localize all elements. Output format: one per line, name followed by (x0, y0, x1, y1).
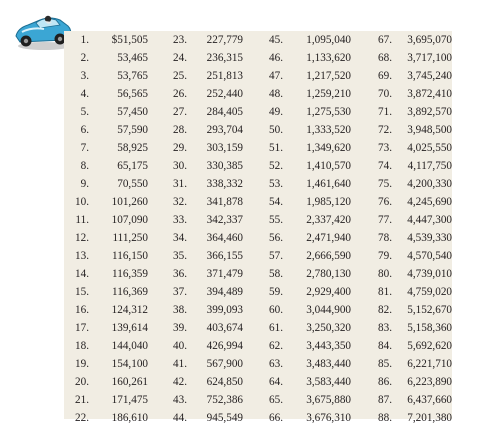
rank-number: 50. (269, 124, 283, 137)
value-cell: 57,450 (117, 106, 148, 119)
value-cell: 1,461,640 (306, 178, 351, 191)
value-cell: 426,994 (206, 340, 243, 353)
rank-number: 53. (269, 178, 283, 191)
rank-number: 26. (173, 88, 187, 101)
table-row (64, 284, 452, 302)
rank-number: 32. (173, 196, 187, 209)
value-cell: 4,245,690 (407, 196, 452, 209)
value-cell: 341,878 (206, 196, 243, 209)
ranked-values-table (64, 32, 452, 428)
rank-number: 30. (173, 160, 187, 173)
rank-number: 23. (173, 34, 187, 47)
rank-number: 79. (378, 250, 392, 263)
rank-number: 29. (173, 142, 187, 155)
value-cell: 107,090 (111, 214, 148, 227)
rank-number: 34. (173, 232, 187, 245)
value-cell: 399,093 (206, 304, 243, 317)
value-cell: 3,695,070 (407, 34, 452, 47)
rank-number: 54. (269, 196, 283, 209)
value-cell: 3,745,240 (407, 70, 452, 83)
value-cell: 1,095,040 (306, 34, 351, 47)
value-cell: 5,692,620 (407, 340, 452, 353)
value-cell: 2,337,420 (306, 214, 351, 227)
rank-number: 48. (269, 88, 283, 101)
value-cell: 567,900 (206, 358, 243, 371)
value-cell: 57,590 (117, 124, 148, 137)
table-row (64, 320, 452, 338)
value-cell: 101,260 (111, 196, 148, 209)
value-cell: 3,443,350 (306, 340, 351, 353)
rank-number: 59. (269, 286, 283, 299)
value-cell: 3,483,440 (306, 358, 351, 371)
table-row (64, 356, 452, 374)
value-cell: 5,152,670 (407, 304, 452, 317)
rank-number: 64. (269, 376, 283, 389)
rank-number: 42. (173, 376, 187, 389)
table-row (64, 68, 452, 86)
rank-number: 18. (75, 340, 89, 353)
rank-number: 72. (378, 124, 392, 137)
rank-number: 15. (75, 286, 89, 299)
value-cell: 7,201,380 (407, 412, 452, 425)
rank-number: 55. (269, 214, 283, 227)
value-cell: 3,872,410 (407, 88, 452, 101)
value-cell: 371,479 (206, 268, 243, 281)
rank-number: 4. (80, 88, 89, 101)
value-cell: 5,158,360 (407, 322, 452, 335)
value-cell: 4,539,330 (407, 232, 452, 245)
value-cell: 330,385 (206, 160, 243, 173)
value-cell: 945,549 (206, 412, 243, 425)
value-cell: 154,100 (111, 358, 148, 371)
value-cell: 2,780,130 (306, 268, 351, 281)
rank-number: 51. (269, 142, 283, 155)
value-cell: 160,261 (111, 376, 148, 389)
table-row (64, 86, 452, 104)
value-cell: 3,948,500 (407, 124, 452, 137)
rank-number: 22. (75, 412, 89, 425)
rank-number: 74. (378, 160, 392, 173)
table-row (64, 32, 452, 50)
rank-number: 86. (378, 376, 392, 389)
value-cell: 4,117,750 (407, 160, 452, 173)
value-cell: 1,133,620 (306, 52, 351, 65)
value-cell: 752,386 (206, 394, 243, 407)
rank-number: 12. (75, 232, 89, 245)
rank-number: 76. (378, 196, 392, 209)
rank-number: 43. (173, 394, 187, 407)
value-cell: 70,550 (117, 178, 148, 191)
rank-number: 13. (75, 250, 89, 263)
value-cell: 1,410,570 (306, 160, 351, 173)
rank-number: 63. (269, 358, 283, 371)
rank-number: 67. (378, 34, 392, 47)
value-cell: 251,813 (206, 70, 243, 83)
value-cell: 4,759,020 (407, 286, 452, 299)
rank-number: 57. (269, 250, 283, 263)
rank-number: 41. (173, 358, 187, 371)
rank-number: 61. (269, 322, 283, 335)
rank-number: 45. (269, 34, 283, 47)
table-row (64, 248, 452, 266)
rank-number: 80. (378, 268, 392, 281)
table-row (64, 338, 452, 356)
value-cell: 1,333,520 (306, 124, 351, 137)
value-cell: 3,044,900 (306, 304, 351, 317)
rank-number: 3. (80, 70, 89, 83)
rank-number: 6. (80, 124, 89, 137)
rank-number: 16. (75, 304, 89, 317)
rank-number: 7. (80, 142, 89, 155)
rank-number: 11. (75, 214, 89, 227)
rank-number: 1. (80, 34, 89, 47)
value-cell: 338,332 (206, 178, 243, 191)
rank-number: 69. (378, 70, 392, 83)
rank-number: 17. (75, 322, 89, 335)
table-row (64, 302, 452, 320)
value-cell: 1,985,120 (306, 196, 351, 209)
table-row (64, 140, 452, 158)
value-cell: 252,440 (206, 88, 243, 101)
rank-number: 66. (269, 412, 283, 425)
value-cell: 6,223,890 (407, 376, 452, 389)
rank-number: 68. (378, 52, 392, 65)
table-row (64, 266, 452, 284)
rank-number: 19. (75, 358, 89, 371)
table-row (64, 158, 452, 176)
value-cell: 53,765 (117, 70, 148, 83)
rank-number: 46. (269, 52, 283, 65)
rank-number: 52. (269, 160, 283, 173)
rank-number: 85. (378, 358, 392, 371)
value-cell: 186,610 (111, 412, 148, 425)
value-cell: 394,489 (206, 286, 243, 299)
rank-number: 28. (173, 124, 187, 137)
value-cell: 3,717,100 (407, 52, 452, 65)
rank-number: 33. (173, 214, 187, 227)
rank-number: 5. (80, 106, 89, 119)
table-row (64, 122, 452, 140)
value-cell: 116,369 (112, 286, 148, 299)
rank-number: 38. (173, 304, 187, 317)
rank-number: 65. (269, 394, 283, 407)
rank-number: 75. (378, 178, 392, 191)
rank-number: 78. (378, 232, 392, 245)
value-cell: 364,460 (206, 232, 243, 245)
rank-number: 21. (75, 394, 89, 407)
value-cell: 116,150 (112, 250, 148, 263)
rank-number: 87. (378, 394, 392, 407)
value-cell: 3,892,570 (407, 106, 452, 119)
rank-number: 35. (173, 250, 187, 263)
rank-number: 25. (173, 70, 187, 83)
value-cell: 6,437,660 (407, 394, 452, 407)
value-cell: 111,250 (112, 232, 148, 245)
value-cell: 3,250,320 (306, 322, 351, 335)
rank-number: 39. (173, 322, 187, 335)
value-cell: 3,675,880 (306, 394, 351, 407)
value-cell: 65,175 (117, 160, 148, 173)
rank-number: 9. (80, 178, 89, 191)
rank-number: 73. (378, 142, 392, 155)
table-row (64, 392, 452, 410)
table-row (64, 176, 452, 194)
rank-number: 84. (378, 340, 392, 353)
rank-number: 40. (173, 340, 187, 353)
value-cell: 4,739,010 (407, 268, 452, 281)
rank-number: 56. (269, 232, 283, 245)
rank-number: 82. (378, 304, 392, 317)
value-cell: 6,221,710 (407, 358, 452, 371)
rank-number: 60. (269, 304, 283, 317)
rank-number: 36. (173, 268, 187, 281)
value-cell: 1,349,620 (306, 142, 351, 155)
value-cell: 403,674 (206, 322, 243, 335)
value-cell: 624,850 (206, 376, 243, 389)
rank-number: 49. (269, 106, 283, 119)
value-cell: 56,565 (117, 88, 148, 101)
value-cell: 4,570,540 (407, 250, 452, 263)
rank-number: 81. (378, 286, 392, 299)
rank-number: 88. (378, 412, 392, 425)
value-cell: 1,217,520 (306, 70, 351, 83)
value-cell: 2,929,400 (306, 286, 351, 299)
value-cell: 171,475 (111, 394, 148, 407)
value-cell: 116,359 (112, 268, 148, 281)
rank-number: 24. (173, 52, 187, 65)
table-row (64, 104, 452, 122)
value-cell: 58,925 (117, 142, 148, 155)
value-cell: 4,447,300 (407, 214, 452, 227)
value-cell: 293,704 (206, 124, 243, 137)
table-row (64, 212, 452, 230)
value-cell: 2,666,590 (306, 250, 351, 263)
table-row (64, 50, 452, 68)
rank-number: 47. (269, 70, 283, 83)
table-row (64, 374, 452, 392)
rank-number: 31. (173, 178, 187, 191)
rank-number: 70. (378, 88, 392, 101)
rank-number: 2. (80, 52, 89, 65)
rank-number: 37. (173, 286, 187, 299)
rank-number: 77. (378, 214, 392, 227)
value-cell: 1,275,530 (306, 106, 351, 119)
value-cell: 2,471,940 (306, 232, 351, 245)
value-cell: 144,040 (111, 340, 148, 353)
value-cell: 3,676,310 (306, 412, 351, 425)
value-cell: 124,312 (111, 304, 148, 317)
value-cell: 53,465 (117, 52, 148, 65)
rank-number: 8. (80, 160, 89, 173)
table-row (64, 194, 452, 212)
rank-number: 20. (75, 376, 89, 389)
rank-number: 58. (269, 268, 283, 281)
value-cell: 284,405 (206, 106, 243, 119)
value-cell: 342,337 (206, 214, 243, 227)
value-cell: 366,155 (206, 250, 243, 263)
value-cell: 303,159 (206, 142, 243, 155)
rank-number: 83. (378, 322, 392, 335)
value-cell: 4,200,330 (407, 178, 452, 191)
value-cell: $51,505 (111, 34, 148, 47)
rank-number: 62. (269, 340, 283, 353)
rank-number: 71. (378, 106, 392, 119)
value-cell: 236,315 (206, 52, 243, 65)
value-cell: 3,583,440 (306, 376, 351, 389)
table-row (64, 230, 452, 248)
value-cell: 227,779 (206, 34, 243, 47)
value-cell: 1,259,210 (306, 88, 351, 101)
table-row (64, 410, 452, 428)
rank-number: 27. (173, 106, 187, 119)
rank-number: 44. (173, 412, 187, 425)
value-cell: 4,025,550 (407, 142, 452, 155)
rank-number: 14. (75, 268, 89, 281)
rank-number: 10. (75, 196, 89, 209)
value-cell: 139,614 (111, 322, 148, 335)
